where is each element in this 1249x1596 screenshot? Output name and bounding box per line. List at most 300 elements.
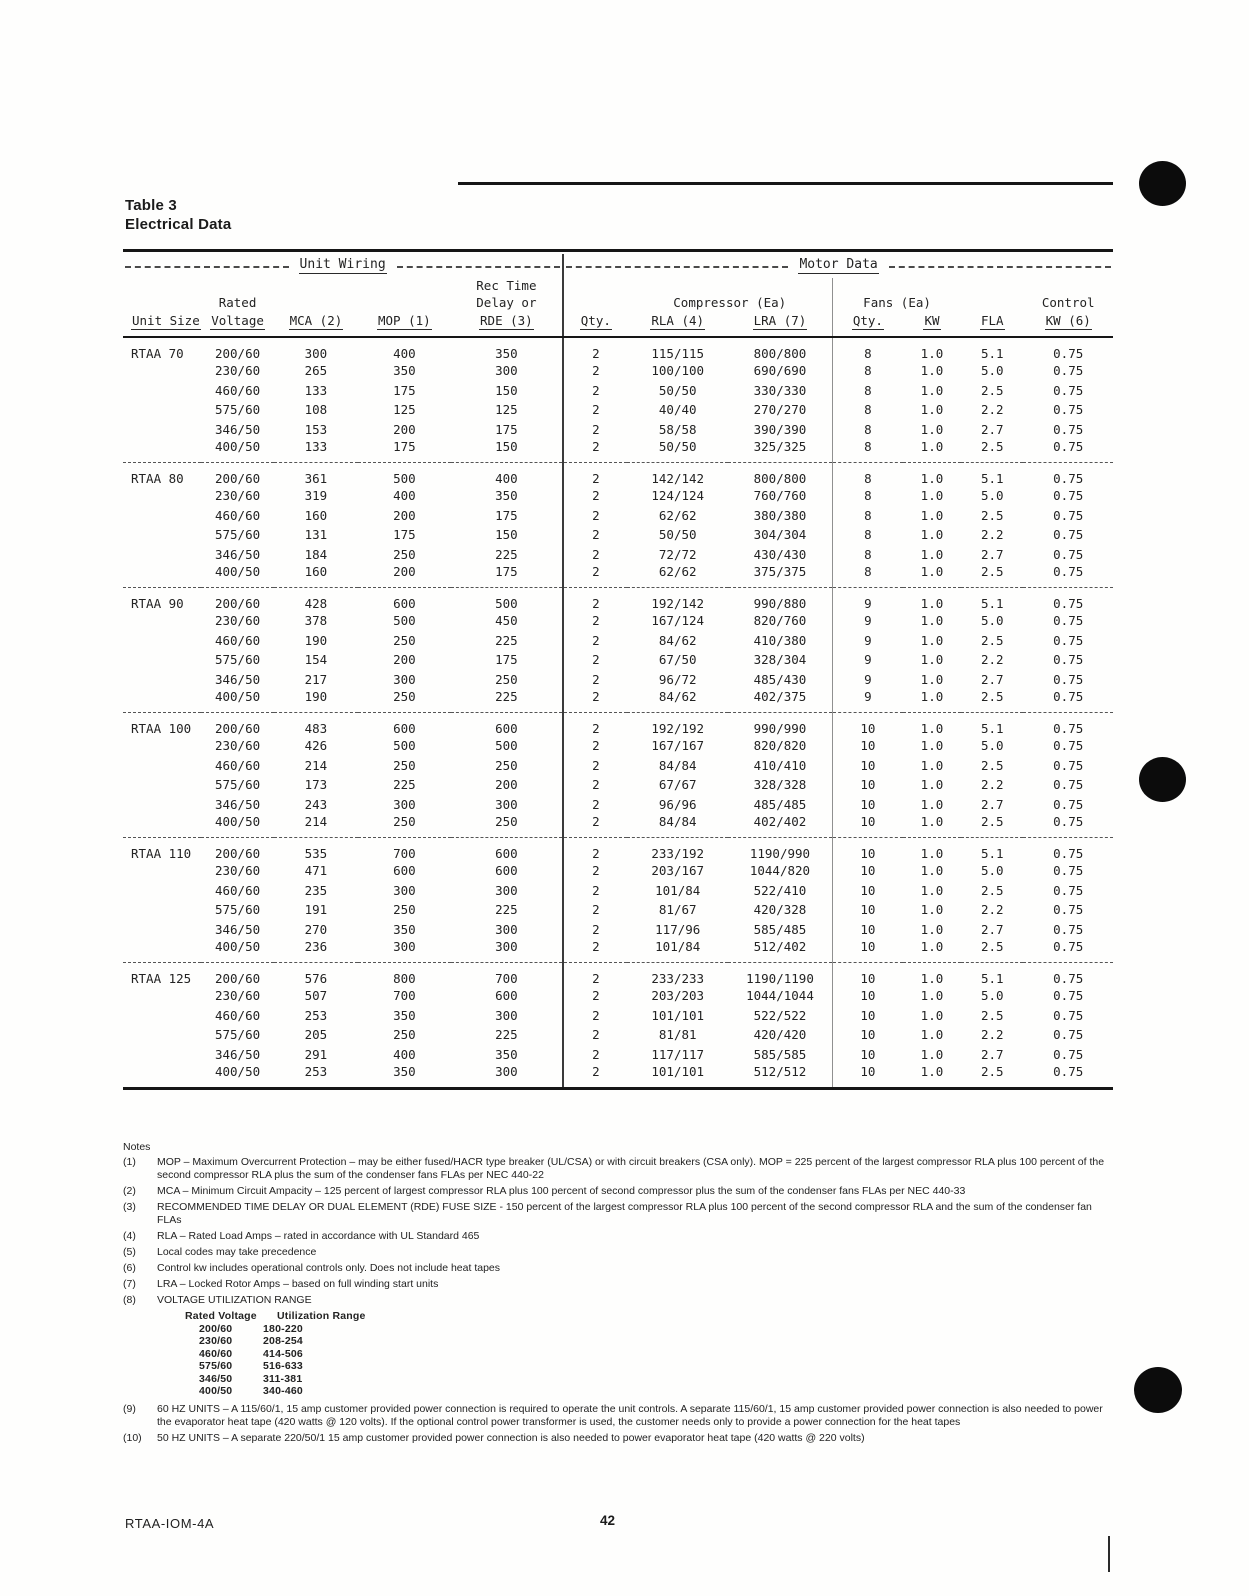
data-cell: 250 (495, 671, 518, 687)
data-cell: 2.5 (980, 882, 1004, 898)
data-cell: 0.75 (1053, 757, 1084, 773)
data-cell: 50/50 (658, 382, 697, 398)
data-cell: 10 (832, 881, 902, 901)
note-item (123, 1278, 1115, 1291)
data-cell: 291 (304, 1046, 328, 1062)
data-cell: 8 (832, 420, 902, 440)
data-cell: 10 (832, 963, 902, 987)
data-cell: 0.75 (1053, 863, 1084, 879)
data-cell: 225 (495, 902, 518, 918)
data-cell: 2.7 (980, 796, 1004, 812)
data-cell: 8 (832, 506, 902, 526)
data-cell: 190 (304, 689, 328, 704)
data-cell: 101/101 (651, 1064, 705, 1079)
data-cell: 0.75 (1023, 838, 1113, 862)
data-cell: 346/50 (214, 1046, 261, 1062)
data-cell: 5.1 (961, 838, 1023, 862)
data-cell: 0.75 (1053, 507, 1084, 523)
table-row (123, 1025, 1113, 1045)
unit-size-cell (123, 525, 201, 545)
data-cell: 2 (563, 670, 627, 690)
data-cell: 200/60 (201, 963, 273, 987)
data-cell: 2 (563, 814, 627, 838)
col-header-compressor-group: Compressor (Ea) (673, 295, 787, 310)
note-item (123, 1432, 1115, 1445)
col-header-rde: RDE (3) (480, 313, 533, 328)
data-cell: 428 (274, 588, 358, 612)
data-cell: 96/96 (658, 796, 697, 812)
col-header-fans-group: Fans (Ea) (832, 295, 961, 312)
data-cell: 346/50 (214, 546, 261, 562)
unit-size-cell (123, 506, 201, 526)
unit-size-cell (123, 400, 201, 420)
data-cell: 184 (304, 546, 328, 562)
unit-size-cell (123, 881, 201, 901)
col-header-delay-or: Delay or (476, 295, 537, 310)
unit-size-cell (123, 631, 201, 651)
data-cell: 50/50 (658, 527, 697, 543)
data-cell: 522/522 (753, 1007, 807, 1023)
data-cell: 0.75 (1053, 689, 1084, 704)
data-cell: 300 (495, 921, 518, 937)
data-cell: 420/328 (753, 902, 807, 918)
table-row (123, 545, 1113, 565)
data-cell: 117/96 (655, 921, 701, 937)
header-rule (458, 182, 1113, 185)
data-cell: 10 (832, 1064, 902, 1089)
data-cell: 300 (495, 939, 518, 954)
data-cell: 115/115 (651, 346, 705, 361)
rated-voltage-value: 575/60 (199, 1360, 233, 1372)
footer-doc-number: RTAA-IOM-4A (125, 1516, 215, 1531)
data-cell: 2 (563, 381, 627, 401)
data-cell: 760/760 (753, 488, 807, 504)
unit-size-cell (123, 611, 201, 631)
data-cell: 5.0 (980, 738, 1004, 754)
table-row (123, 1045, 1113, 1065)
note-item (123, 1156, 1115, 1182)
data-cell: 5.1 (961, 963, 1023, 987)
data-cell: 300 (393, 671, 416, 687)
voltage-utilization-row (185, 1360, 1115, 1373)
data-cell: 154 (304, 652, 328, 668)
data-cell: 2.2 (980, 402, 1004, 418)
data-cell: 84/84 (658, 814, 697, 829)
data-cell: 2 (563, 775, 627, 795)
data-cell: 167/124 (651, 613, 705, 629)
note-number: (2) (123, 1185, 136, 1197)
data-cell: 400 (393, 1046, 416, 1062)
data-cell: 250 (393, 546, 416, 562)
data-cell: 153 (304, 421, 328, 437)
data-cell: 8 (832, 400, 902, 420)
data-cell: 243 (304, 796, 328, 812)
note-number: (9) (123, 1402, 136, 1415)
table-label: Table 3 (125, 197, 177, 214)
data-cell: 2 (563, 736, 627, 756)
footer-page-number: 42 (600, 1513, 616, 1528)
unit-size-cell (123, 381, 201, 401)
data-cell: 250 (393, 1027, 416, 1043)
data-cell: 0.75 (1023, 588, 1113, 612)
data-cell: 430/430 (753, 546, 807, 562)
voltage-utilization-col1: Rated Voltage (185, 1310, 257, 1322)
data-cell: 10 (832, 861, 902, 881)
data-cell: 8 (832, 545, 902, 565)
data-cell: 200/60 (201, 588, 273, 612)
data-cell: 1.0 (920, 439, 944, 454)
rated-voltage-value: 400/50 (199, 1385, 233, 1397)
data-cell: 40/40 (658, 402, 697, 418)
data-cell: 400/50 (214, 939, 261, 954)
data-cell: 0.75 (1053, 652, 1084, 668)
data-cell: 230/60 (214, 363, 261, 379)
data-cell: 2 (563, 795, 627, 815)
col-header-fla: FLA (980, 313, 1004, 328)
unit-size-cell: RTAA 70 (131, 346, 184, 361)
data-cell: 0.75 (1023, 713, 1113, 737)
data-cell: 2.5 (980, 689, 1004, 704)
data-cell: 81/67 (658, 902, 697, 918)
voltage-utilization-row (185, 1323, 1115, 1336)
voltage-utilization-table (185, 1310, 1115, 1398)
data-cell: 0.75 (1053, 632, 1084, 648)
data-cell: 2 (563, 689, 627, 713)
data-cell: 0.75 (1053, 988, 1084, 1004)
note-text: MOP – Maximum Overcurrent Protection – may be either fused/HACR type breaker (UL/CSA) or with circuit breakers (CSA only). MOP = 225 percent of the largest compressor RLA plus 100 percent of the second compressor RLA plus the sum of the condenser fans FLAs per NEC 440-22 (157, 1156, 1105, 1181)
data-cell: 346/50 (214, 921, 261, 937)
table-row (123, 420, 1113, 440)
data-cell: 800/800 (753, 346, 807, 361)
unit-size-cell (123, 986, 201, 1006)
data-cell: 253 (304, 1007, 328, 1023)
data-cell: 800 (358, 963, 450, 987)
data-cell: 96/72 (658, 671, 697, 687)
data-cell: 700 (451, 963, 564, 987)
table-row (123, 486, 1113, 506)
note-text: RLA – Rated Load Amps – rated in accordance with UL Standard 465 (157, 1230, 480, 1242)
note-text: Control kw includes operational controls only. Does not include heat tapes (157, 1262, 501, 1274)
col-header-rated: Rated (218, 295, 257, 310)
data-cell: 8 (832, 381, 902, 401)
data-cell: 230/60 (214, 488, 261, 504)
voltage-utilization-row (185, 1348, 1115, 1361)
data-cell: 1.0 (920, 1027, 944, 1043)
data-cell: 350 (393, 921, 416, 937)
note-text: 60 HZ UNITS – A 115/60/1, 15 amp customer provided power connection is required to operate the unit controls. A separate 115/60/1, 15 amp customer provided power connection is also needed to power the evaporator heat tape (420 watts @ 120 volts). If the optional control power transformer is used, the customer needs only to provide a power connection for the heat tapes (157, 1402, 1103, 1428)
unit-size-cell (123, 775, 201, 795)
data-cell: 203/203 (651, 988, 705, 1004)
table-row (123, 1064, 1113, 1089)
data-cell: 600 (393, 863, 416, 879)
table-row (123, 631, 1113, 651)
section-motor-data (563, 254, 1113, 278)
data-cell: 150 (495, 439, 518, 454)
data-cell: 236 (304, 939, 328, 954)
unit-size-cell (123, 650, 201, 670)
data-cell: 9 (832, 689, 902, 713)
data-cell: 160 (304, 507, 328, 523)
utilization-range-value: 516-633 (263, 1360, 303, 1372)
data-cell: 175 (393, 439, 416, 454)
data-cell: 2 (563, 900, 627, 920)
data-cell: 125 (495, 402, 518, 418)
data-cell: 1.0 (920, 814, 944, 829)
utilization-range-value: 311-381 (263, 1372, 303, 1385)
data-cell: 2 (563, 420, 627, 440)
voltage-utilization-row (185, 1373, 1115, 1386)
data-cell: 192/142 (627, 588, 727, 612)
data-cell: 10 (832, 920, 902, 940)
data-cell: 300 (495, 796, 518, 812)
data-cell: 1.0 (920, 796, 944, 812)
data-cell: 2.2 (980, 902, 1004, 918)
unit-size-cell (123, 939, 201, 963)
data-cell: 460/60 (214, 632, 261, 648)
data-cell: 1.0 (920, 689, 944, 704)
unit-size-cell (123, 420, 201, 440)
data-cell: 460/60 (214, 1007, 261, 1023)
data-cell: 191 (304, 902, 328, 918)
data-cell: 300 (393, 939, 416, 954)
data-cell: 535 (274, 838, 358, 862)
data-cell: 2 (563, 920, 627, 940)
data-cell: 10 (832, 795, 902, 815)
unit-size-cell (123, 736, 201, 756)
data-cell: 225 (393, 777, 416, 793)
data-cell: 250 (393, 632, 416, 648)
unit-size-cell (123, 361, 201, 381)
data-cell: 250 (393, 902, 416, 918)
data-cell: 1.0 (920, 488, 944, 504)
data-cell: 175 (495, 507, 518, 523)
data-cell: 2.7 (980, 546, 1004, 562)
data-cell: 8 (832, 337, 902, 361)
data-cell: 600 (358, 713, 450, 737)
data-cell: 325/325 (753, 439, 807, 454)
data-cell: 10 (832, 986, 902, 1006)
unit-size-cell (123, 1064, 201, 1089)
data-cell: 304/304 (753, 527, 807, 543)
data-cell: 200/60 (201, 713, 273, 737)
data-cell: 0.75 (1053, 671, 1084, 687)
unit-size-cell (123, 545, 201, 565)
note-number: (3) (123, 1201, 136, 1213)
data-cell: 500 (393, 738, 416, 754)
col-header-qty-compressor: Qty. (580, 313, 611, 328)
data-cell: 0.75 (1053, 921, 1084, 937)
section-unit-wiring (123, 254, 563, 278)
data-cell: 5.0 (980, 363, 1004, 379)
notes-list-b (123, 1403, 1115, 1445)
data-cell: 400 (393, 488, 416, 504)
data-cell: 84/62 (658, 689, 697, 704)
data-cell: 2 (563, 361, 627, 381)
data-cell: 5.0 (980, 613, 1004, 629)
data-cell: 8 (832, 463, 902, 487)
data-cell: 1.0 (920, 346, 944, 361)
voltage-utilization-row (185, 1385, 1115, 1398)
table-row (123, 1006, 1113, 1026)
data-cell: 2 (563, 1006, 627, 1026)
col-header-control: Control (1041, 295, 1095, 310)
data-cell: 214 (304, 757, 328, 773)
data-cell: 402/402 (753, 814, 807, 829)
table-row (123, 337, 1113, 361)
data-cell: 250 (393, 689, 416, 704)
data-cell: 214 (304, 814, 328, 829)
unit-size-cell: RTAA 110 (123, 838, 201, 862)
data-cell: 2 (563, 400, 627, 420)
data-cell: 2.2 (980, 652, 1004, 668)
data-cell: 522/410 (753, 882, 807, 898)
data-cell: 175 (393, 527, 416, 543)
data-cell: 2.5 (980, 814, 1004, 829)
data-cell: 0.75 (1053, 882, 1084, 898)
data-cell: 150 (495, 382, 518, 398)
col-header-rec-time: Rec Time (476, 278, 537, 293)
data-cell: 1.0 (920, 363, 944, 379)
notes-section (123, 1141, 1115, 1448)
data-cell: 2.2 (980, 1027, 1004, 1043)
note-text: MCA – Minimum Circuit Ampacity – 125 percent of largest compressor RLA plus 100 percent of second compressor plus the sum of the condenser fans FLAs per NEC 440-33 (157, 1185, 966, 1197)
section-motor-data-label: Motor Data (799, 257, 878, 272)
unit-size-cell (123, 1006, 201, 1026)
table-row (123, 900, 1113, 920)
data-cell: 375/375 (753, 564, 807, 579)
data-cell: 576 (274, 963, 358, 987)
data-cell: 0.75 (1053, 527, 1084, 543)
data-cell: 330/330 (753, 382, 807, 398)
data-cell: 1.0 (920, 382, 944, 398)
data-cell: 0.75 (1023, 963, 1113, 987)
data-cell: 72/72 (658, 546, 697, 562)
data-cell: 167/167 (651, 738, 705, 754)
data-cell: 10 (832, 939, 902, 963)
data-cell: 1.0 (903, 963, 961, 987)
data-cell: 600 (495, 988, 518, 1004)
data-cell: 2 (563, 939, 627, 963)
data-cell: 319 (304, 488, 328, 504)
data-cell: 2 (563, 713, 627, 737)
data-cell: 217 (304, 671, 328, 687)
unit-size-cell (123, 814, 201, 838)
data-cell: 173 (304, 777, 328, 793)
data-cell: 2.7 (980, 671, 1004, 687)
data-cell: 5.1 (961, 588, 1023, 612)
data-cell: 2.7 (980, 921, 1004, 937)
col-header-rla: RLA (4) (651, 313, 705, 328)
note-item (123, 1201, 1115, 1227)
data-cell: 1.0 (920, 757, 944, 773)
data-cell: 175 (495, 421, 518, 437)
column-header-row-3 (123, 312, 1113, 337)
data-cell: 8 (832, 439, 902, 463)
note-item (123, 1294, 1115, 1307)
rated-voltage-value: 200/60 (199, 1322, 233, 1335)
table-row (123, 775, 1113, 795)
data-cell: 575/60 (214, 777, 261, 793)
data-cell: 1190/1190 (728, 963, 833, 987)
unit-size-cell (123, 1045, 201, 1065)
data-cell: 10 (832, 1025, 902, 1045)
data-cell: 5.1 (980, 346, 1004, 361)
data-cell: 300 (393, 882, 416, 898)
data-cell: 2.5 (980, 1064, 1004, 1079)
data-cell: 67/50 (658, 652, 697, 668)
data-cell: 0.75 (1053, 363, 1084, 379)
data-cell: 1.0 (903, 588, 961, 612)
data-cell: 175 (393, 382, 416, 398)
data-cell: 62/62 (658, 564, 697, 579)
unit-size-cell (123, 900, 201, 920)
data-cell: 2 (563, 861, 627, 881)
table-row (123, 814, 1113, 838)
data-cell: 200 (495, 777, 518, 793)
table-row (123, 920, 1113, 940)
data-cell: 450 (495, 613, 518, 629)
data-cell: 250 (495, 757, 518, 773)
data-cell: 200/60 (201, 463, 273, 487)
data-cell: 1.0 (920, 632, 944, 648)
table-row (123, 713, 1113, 737)
data-cell: 2.5 (980, 757, 1004, 773)
note-text: RECOMMENDED TIME DELAY OR DUAL ELEMENT (RDE) FUSE SIZE - 150 percent of the largest compressor RLA plus 100 percent of the second compressor RLA and the sum of the condenser fan FLAs (157, 1201, 1092, 1226)
unit-size-cell (123, 564, 201, 588)
data-cell: 5.1 (961, 713, 1023, 737)
data-cell: 1.0 (920, 527, 944, 543)
note-item (123, 1246, 1115, 1259)
table-row (123, 439, 1113, 463)
data-cell: 1.0 (920, 988, 944, 1004)
data-cell: 117/117 (651, 1046, 705, 1062)
data-cell: 346/50 (214, 796, 261, 812)
note-text: Local codes may take precedence (157, 1246, 317, 1258)
data-cell: 585/485 (753, 921, 807, 937)
data-cell: 0.75 (1053, 1007, 1084, 1023)
data-cell: 125 (393, 402, 416, 418)
note-item (123, 1230, 1115, 1243)
data-cell: 1.0 (920, 1007, 944, 1023)
data-cell: 350 (495, 1046, 518, 1062)
punch-hole (1139, 161, 1186, 206)
data-cell: 0.75 (1053, 346, 1084, 361)
data-cell: 380/380 (753, 507, 807, 523)
data-cell: 200/60 (214, 346, 261, 361)
data-cell: 230/60 (214, 738, 261, 754)
data-cell: 2 (563, 611, 627, 631)
data-cell: 2 (563, 564, 627, 588)
data-cell: 300 (495, 882, 518, 898)
table-head (123, 254, 1113, 337)
data-cell: 10 (832, 1045, 902, 1065)
data-cell: 0.75 (1053, 1064, 1084, 1079)
table-title: Electrical Data (125, 216, 232, 233)
data-cell: 500 (451, 588, 564, 612)
data-cell: 0.75 (1053, 382, 1084, 398)
data-cell: 575/60 (214, 527, 261, 543)
note-text: VOLTAGE UTILIZATION RANGE (157, 1294, 312, 1306)
data-cell: 2 (563, 1025, 627, 1045)
unit-size-cell: RTAA 125 (123, 963, 201, 987)
data-cell: 9 (832, 650, 902, 670)
data-cell: 10 (832, 1006, 902, 1026)
data-cell: 225 (495, 546, 518, 562)
data-cell: 575/60 (214, 1027, 261, 1043)
data-cell: 460/60 (214, 757, 261, 773)
data-cell: 175 (495, 564, 518, 579)
col-header-kw: KW (924, 313, 940, 328)
